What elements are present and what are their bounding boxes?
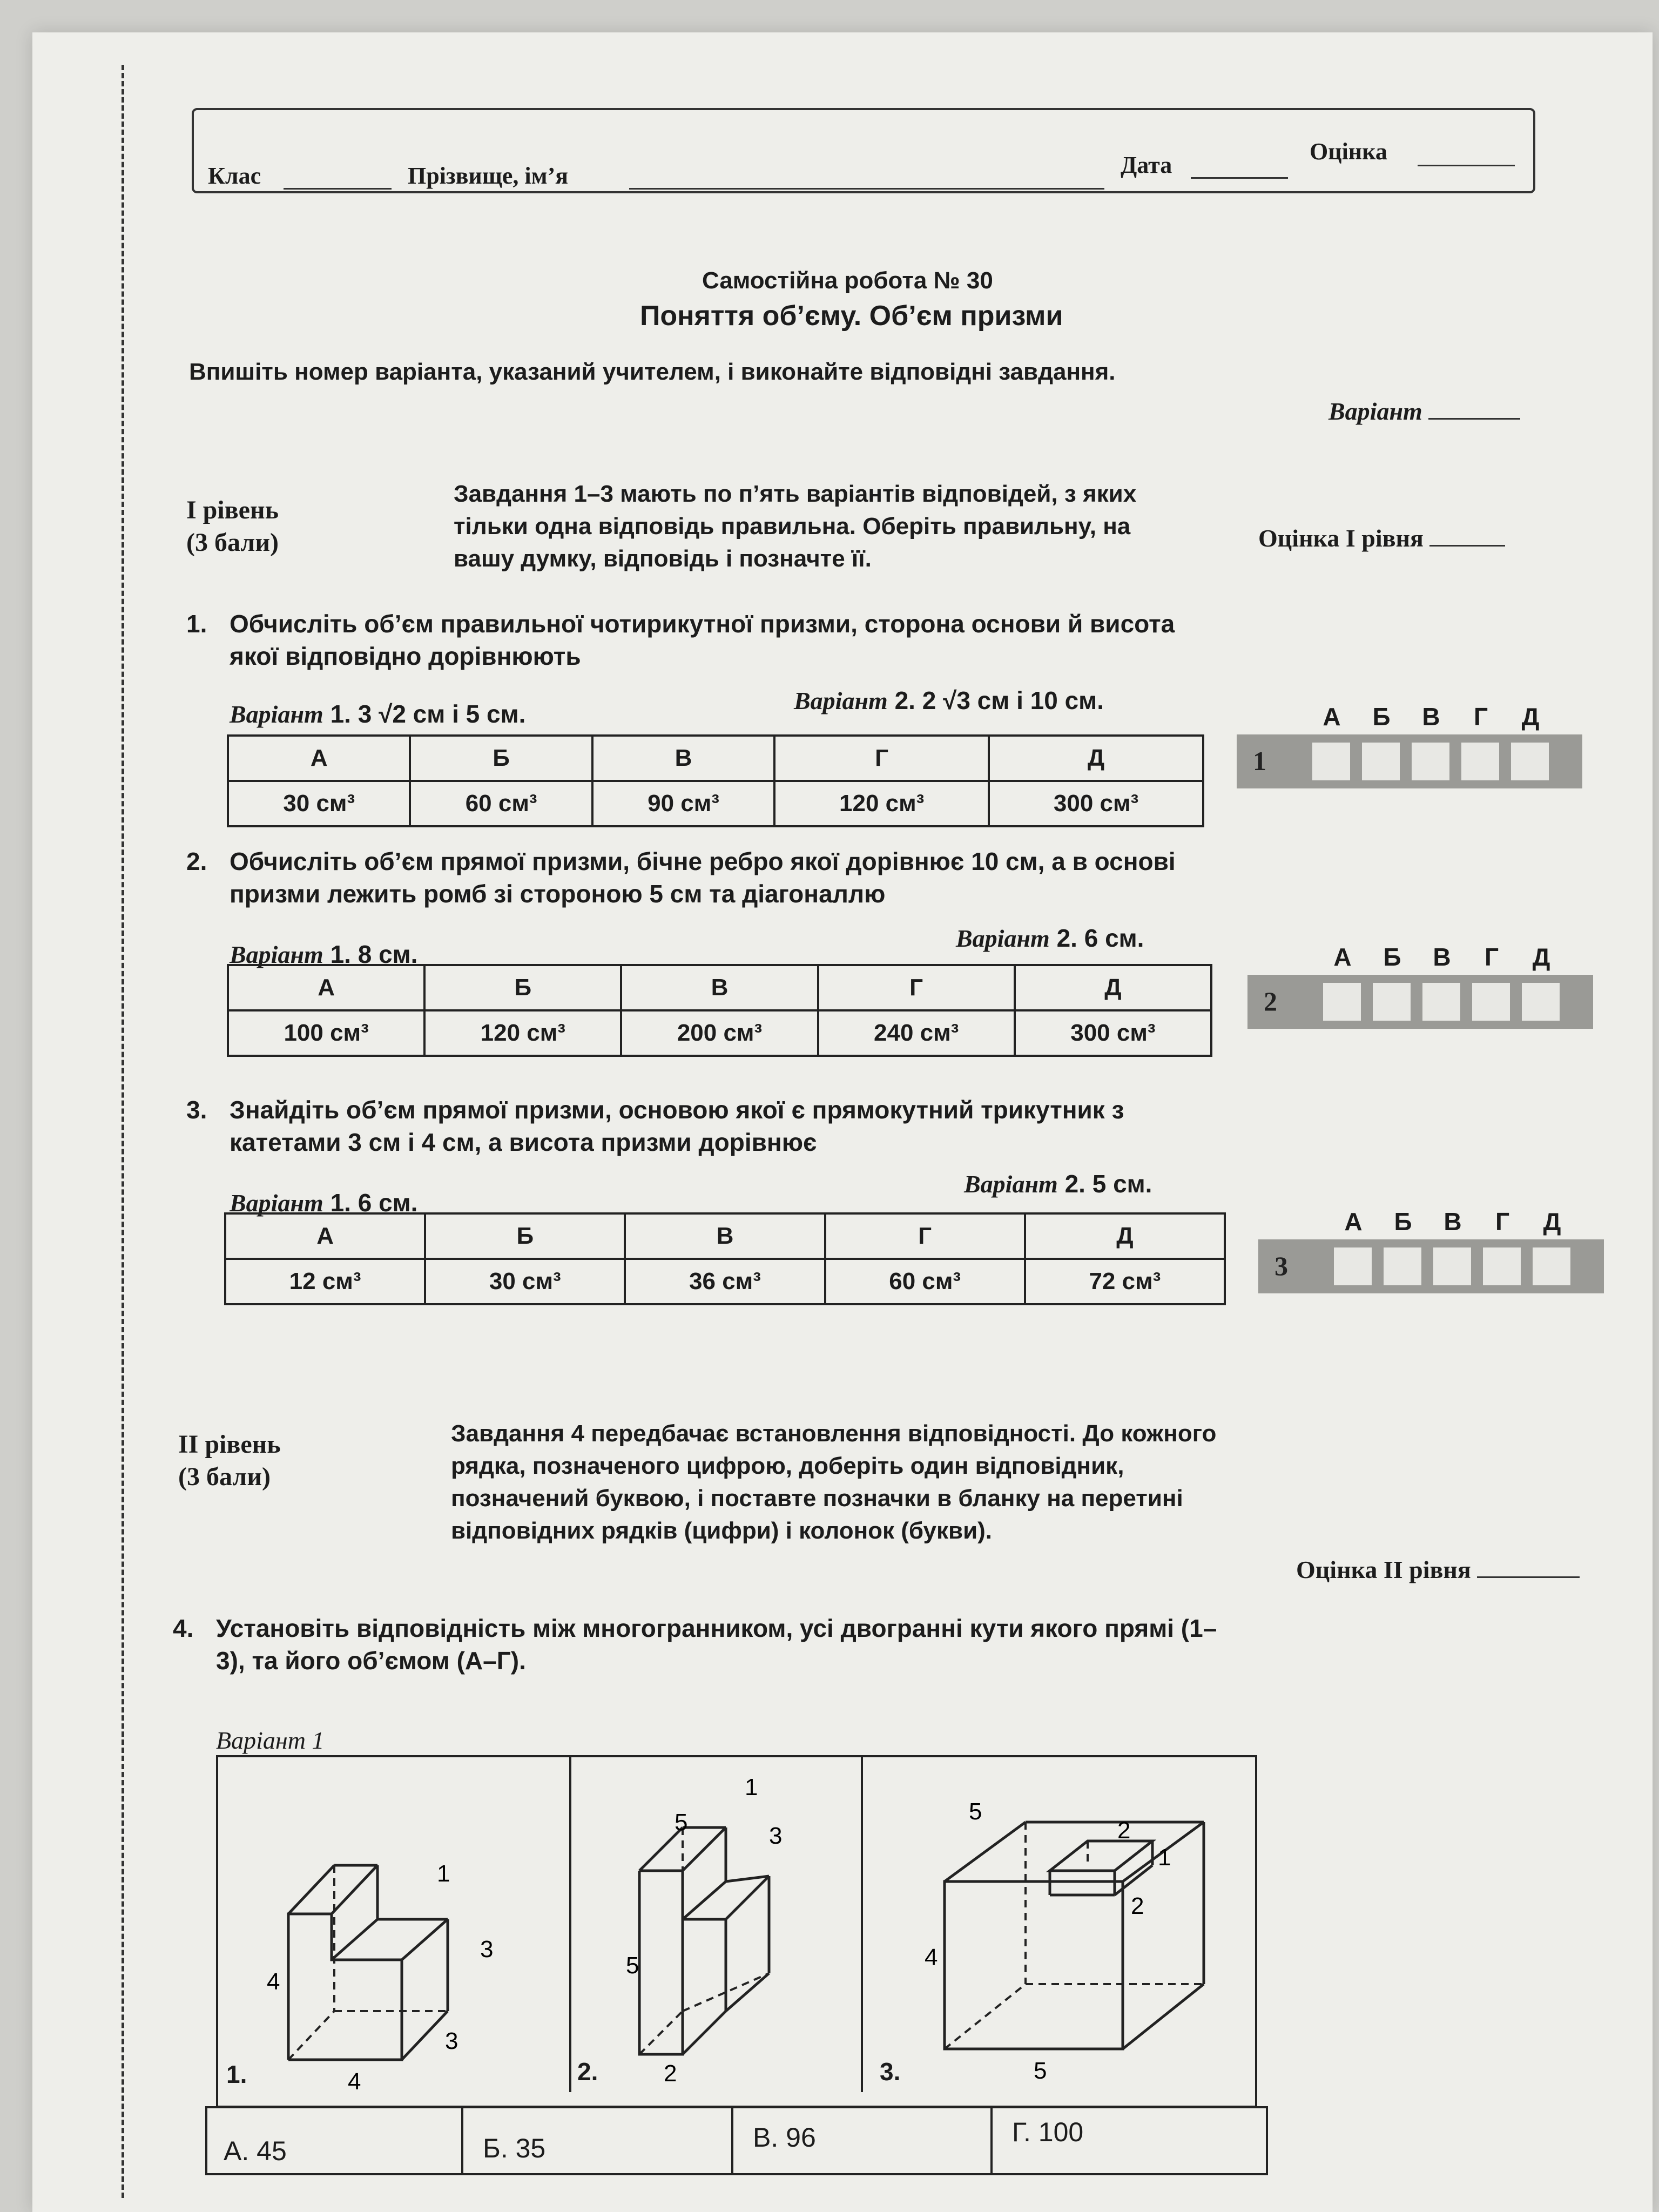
grid-cell-a[interactable] [1334,1247,1372,1285]
level2-score [1296,1555,1580,1584]
grid-cell-b[interactable] [1373,983,1411,1021]
task-text: Знайдіть об’єм прямої призми, основою якої є прямокутний трикутник з катетами 3 см і 4 см, а висота призми дорівнює [230,1096,1124,1156]
answer-value: 120 см³ [424,1010,621,1056]
grid-cell-b[interactable] [1362,743,1400,780]
answer-value: 60 см³ [410,781,592,826]
name-field[interactable] [629,188,1104,190]
variant-label: Варіант [794,687,888,714]
level1-label [186,494,279,559]
grid-row-number: 3 [1274,1251,1288,1281]
variant-label-text: Варіант [1328,397,1422,425]
variant-value: 1. 3 √2 см і 5 см. [330,700,526,728]
task-1 [186,608,1202,672]
dim-label: 5 [626,1952,639,1979]
grid-letters [1328,1207,1577,1236]
task-2-variant-2 [956,923,1144,953]
variant-label [1328,397,1520,426]
dim-label: 5 [969,1798,982,1825]
grid-letter: Г [1495,1208,1510,1236]
grid-cell-a[interactable] [1323,983,1361,1021]
answer-value: 200 см³ [621,1010,818,1056]
answer-letter: Б [425,1213,625,1259]
answer-value: 120 см³ [774,781,989,826]
answer-value: 240 см³ [818,1010,1015,1056]
date-label: Дата [1121,152,1172,178]
grid-row-number: 2 [1264,986,1277,1016]
task-2-answers [227,964,1212,1057]
answer-letter: В [621,965,818,1010]
answer-letter: А [228,965,424,1010]
cut-line [122,65,124,2198]
task-text: Обчисліть об’єм правильної чотирикутної призми, сторона основи й висота якої відповідно дорівнюють [230,610,1175,670]
grid-cell-d[interactable] [1522,983,1560,1021]
volumes-row [205,2106,1268,2175]
grid-row-number: 1 [1253,746,1266,776]
dim-label: 2 [1131,1893,1144,1919]
divider [990,2108,993,2173]
dim-label: 4 [925,1944,938,1971]
answer-letter: А [228,736,410,781]
grid-letter: Б [1394,1208,1412,1236]
task-1-answers [227,734,1204,827]
grid-cell-g[interactable] [1461,743,1499,780]
task-number: 1. [186,610,207,638]
grid-letter: Б [1383,943,1401,971]
work-title: Самостійна робота № 30 [702,267,993,294]
grid-bar [1237,734,1582,788]
divider [731,2108,733,2173]
answer-letter: Д [1025,1213,1225,1259]
grid-letters [1318,942,1566,972]
dim-label: 3 [445,2028,458,2054]
grid-letter: Б [1372,703,1391,731]
answer-letter: Г [818,965,1015,1010]
variant-label: Варіант 1 [216,1727,325,1754]
figure-1-cell [218,1757,571,2092]
level2-name: II рівень [178,1430,281,1459]
variant-label: Варіант [230,1189,323,1217]
level2-score-field[interactable] [1477,1576,1580,1578]
grid-letter: В [1422,703,1440,731]
grade-field[interactable] [1418,165,1515,166]
dim-label: 3 [480,1936,494,1963]
grid-letter: А [1323,703,1341,731]
dim-label: 1 [745,1774,758,1800]
variant-value: 2. 6 см. [1056,924,1144,952]
figure-2-drawing [569,1757,861,2092]
grid-letter: А [1333,943,1352,971]
answer-letter: Б [424,965,621,1010]
level2-instructions: Завдання 4 передбачає встановлення відповідності. До кожного рядка, позначеного цифрою, доберіть один відповідник, позначений буквою, і поставте позначки в бланку на перетині відповідних рядків (цифри) і колонок (букви). [451,1420,1217,1544]
dim-label: 4 [348,2068,361,2092]
level1-score-label: Оцінка I рівня [1258,524,1424,552]
dim-label: 4 [267,1968,280,1995]
answer-letter: В [592,736,774,781]
grid-cell-v[interactable] [1412,743,1449,780]
volume-option-b: Б. 35 [483,2133,546,2163]
figure-number: 3. [880,2058,901,2086]
volume-option-v: В. 96 [753,2122,816,2153]
grid-letter: Д [1521,703,1540,731]
variant-field[interactable] [1428,418,1520,420]
grid-cell-d[interactable] [1533,1247,1570,1285]
level2-score-label: Оцінка II рівня [1296,1556,1471,1583]
grid-letter: В [1444,1208,1462,1236]
volume-option-g: Г. 100 [1012,2117,1084,2147]
grid-letters [1307,702,1555,731]
grid-letter: Г [1484,943,1499,971]
dim-label: 2 [664,2060,677,2087]
dim-label: 5 [1034,2058,1047,2084]
answer-value: 60 см³ [825,1259,1025,1304]
variant-value: 1. 8 см. [330,940,418,968]
dim-label: 1 [1158,1844,1171,1871]
grid-cell-d[interactable] [1511,743,1549,780]
variant-label: Варіант [230,941,323,968]
answer-value: 72 см³ [1025,1259,1225,1304]
figure-number: 2. [577,2058,598,2086]
grid-letter: Г [1473,703,1488,731]
answer-letter: В [625,1213,825,1259]
task-text: Обчисліть об’єм прямої призми, бічне ребро якої дорівнює 10 см, а в основі призми лежить ромб зі стороною 5 см та діагоналлю [230,847,1176,908]
level2-label [178,1428,281,1493]
answer-letter: Г [825,1213,1025,1259]
figure-number: 1. [226,2060,247,2088]
task-4 [173,1612,1242,1677]
task-number: 3. [186,1096,207,1124]
volume-option-a: А. 45 [224,2136,287,2166]
task-3-variant-2 [964,1169,1152,1198]
variant-label: Варіант [964,1170,1058,1198]
grid-cell-v[interactable] [1433,1247,1471,1285]
name-label: Прізвище, ім’я [408,163,569,189]
task-3 [186,1094,1218,1158]
answer-letter: Б [410,736,592,781]
grid-letter: Д [1543,1208,1561,1236]
task-1-variant-2 [794,686,1104,715]
level1-instructions: Завдання 1–3 мають по п’ять варіантів відповідей, з яких тільки одна відповідь правильна. Оберіть правильну, на вашу думку, відповідь і позначте її. [454,481,1137,572]
grid-cell-a[interactable] [1312,743,1350,780]
figure-3-drawing [861,1757,1253,2092]
task-text: Установіть відповідність між многогранником, усі двогранні кути якого прямі (1–3), та його об’ємом (А–Г). [216,1614,1217,1675]
variant-value: 1. 6 см. [330,1189,418,1217]
grid-letter: В [1433,943,1451,971]
grid-cell-v[interactable] [1422,983,1460,1021]
level2-points: (3 бали) [178,1462,271,1491]
grid-letter: Д [1532,943,1550,971]
level1-points: (3 бали) [186,528,279,557]
dim-label: 2 [1117,1817,1131,1844]
figures-table [216,1755,1257,2108]
dim-label: 1 [437,1860,450,1887]
answer-letter: Г [774,736,989,781]
class-field[interactable] [284,188,392,190]
grid-cell-g[interactable] [1472,983,1510,1021]
task-number: 4. [173,1614,194,1642]
grid-cell-b[interactable] [1384,1247,1421,1285]
variant-label: Варіант [956,925,1050,952]
answer-value: 300 см³ [1015,1010,1211,1056]
level1-score [1258,524,1505,552]
level1-score-field[interactable] [1429,545,1505,547]
answer-value: 90 см³ [592,781,774,826]
task-number: 2. [186,847,207,875]
answer-value: 30 см³ [425,1259,625,1304]
level1-name: I рівень [186,496,279,524]
grade-label: Оцінка [1310,138,1387,165]
grid-letter: А [1344,1208,1363,1236]
topic-title: Поняття об’єму. Об’єм призми [640,300,1063,332]
task-3-answers [224,1212,1226,1305]
variant-value: 2. 2 √3 см і 10 см. [894,686,1104,714]
task-1-variant-1 [230,699,525,729]
intro-text: Впишіть номер варіанта, указаний учителем, і виконайте відповідні завдання. [189,359,1116,385]
figure-2-cell [569,1757,863,2092]
dim-label: 3 [769,1823,783,1849]
divider [461,2108,463,2173]
dim-label: 5 [675,1809,688,1836]
answer-letter: Д [1015,965,1211,1010]
answer-value: 12 см³ [225,1259,425,1304]
grid-bar [1247,975,1593,1029]
grid-bar [1258,1239,1604,1293]
answer-value: 36 см³ [625,1259,825,1304]
answer-letter: А [225,1213,425,1259]
answer-value: 100 см³ [228,1010,424,1056]
date-field[interactable] [1191,177,1288,179]
class-label: Клас [208,163,261,189]
grid-cell-g[interactable] [1483,1247,1521,1285]
answer-letter: Д [989,736,1203,781]
answer-value: 300 см³ [989,781,1203,826]
variant-label: Варіант [230,700,323,728]
variant-value: 2. 5 см. [1064,1170,1152,1198]
figure-3-cell [861,1757,1253,2092]
task-4-variant [216,1725,324,1755]
figure-1-drawing [218,1757,569,2092]
answer-value: 30 см³ [228,781,410,826]
task-2 [186,845,1207,910]
